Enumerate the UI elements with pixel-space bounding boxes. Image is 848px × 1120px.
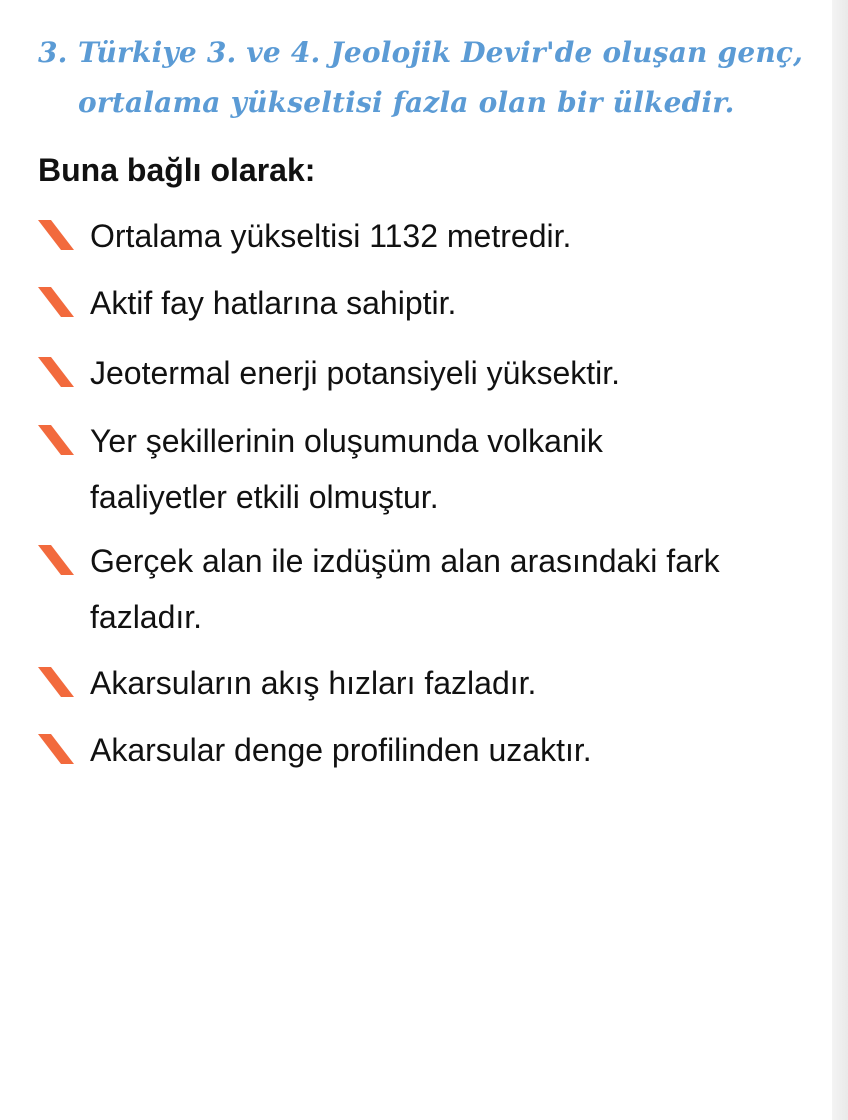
- list-item-text: Aktif fay hatlarına sahiptir.: [90, 285, 457, 321]
- question-heading-line-1: Türkiye 3. ve 4. Jeolojik Devir'de oluşan genç,: [78, 36, 804, 69]
- list-item: [38, 345, 798, 401]
- subheading: Buna bağlı olarak:: [38, 152, 316, 188]
- question-heading-line-2: ortalama yükseltisi fazla olan bir ülkedir.: [78, 86, 735, 119]
- orange-slash-bullet-icon: [38, 425, 74, 455]
- list-item-text: Gerçek alan ile izdüşüm alan arasındaki fark fazladır.: [90, 543, 720, 635]
- list-item: [38, 275, 798, 331]
- orange-slash-bullet-icon: [38, 734, 74, 764]
- list-item: [38, 208, 798, 264]
- orange-slash-bullet-icon: [38, 287, 74, 317]
- orange-slash-bullet-icon: [38, 667, 74, 697]
- list-item: [38, 722, 798, 778]
- list-item-text: Akarsuların akış hızları fazladır.: [90, 665, 537, 701]
- list-item-text: Jeotermal enerji potansiyeli yüksektir.: [90, 355, 621, 391]
- list-item-text: Yer şekillerinin oluşumunda volkanik faaliyetler etkili olmuştur.: [90, 423, 603, 515]
- list-item: [38, 533, 798, 645]
- list-item: [38, 413, 798, 525]
- orange-slash-bullet-icon: [38, 357, 74, 387]
- orange-slash-bullet-icon: [38, 220, 74, 250]
- question-number: 3.: [38, 36, 68, 69]
- orange-slash-bullet-icon: [38, 545, 74, 575]
- list-item-text: Ortalama yükseltisi 1132 metredir.: [90, 218, 572, 254]
- list-item: [38, 655, 798, 711]
- list-item-text: Akarsular denge profilinden uzaktır.: [90, 732, 592, 768]
- page-edge: [832, 0, 848, 1120]
